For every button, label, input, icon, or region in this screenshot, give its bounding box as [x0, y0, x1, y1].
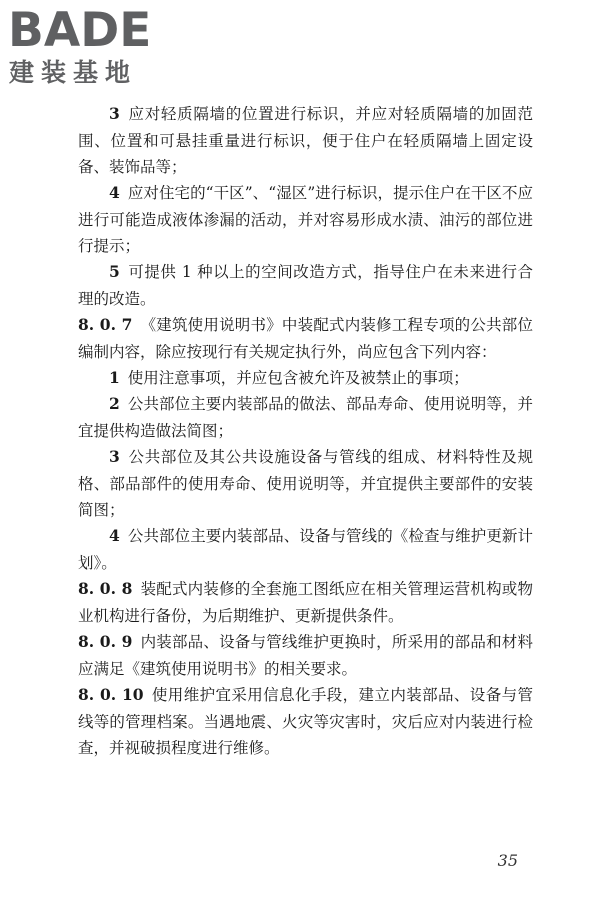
item-text: 应对轻质隔墙的位置进行标识，并应对轻质隔墙的加固范围、位置和可悬挂重量进行标识，便于住户在轻质隔墙上固定设备、装饰品等；	[78, 105, 533, 176]
clause-number: 8. 0. 9	[78, 632, 133, 651]
item-number: 5	[109, 262, 120, 281]
clause-number: 8. 0. 10	[78, 685, 144, 704]
clause-number: 8. 0. 7	[78, 315, 133, 334]
item-3-public-facilities	[78, 444, 533, 524]
clause-text: 装配式内装修的全套施工图纸应在相关管理运营机构或物业机构进行备份，为后期维护、更新提供条件。	[78, 580, 533, 625]
clause-8-0-7	[78, 312, 533, 365]
item-4-maintenance-plan	[78, 523, 533, 576]
item-number: 1	[109, 368, 120, 387]
clause-8-0-8	[78, 576, 533, 629]
item-number: 4	[109, 526, 120, 545]
item-number: 2	[109, 394, 120, 413]
item-text: 公共部位主要内装部品的做法、部品寿命、使用说明等，并宜提供构造做法简图；	[78, 395, 533, 440]
item-number: 3	[109, 104, 120, 123]
page-number: 35	[497, 851, 518, 870]
item-number: 4	[109, 183, 120, 202]
item-1-usage-notes	[78, 365, 533, 392]
clause-8-0-9	[78, 629, 533, 682]
item-text: 可提供 1 种以上的空间改造方式，指导住户在未来进行合理的改造。	[78, 263, 533, 308]
clause-8-0-10	[78, 682, 533, 762]
item-2-public-parts	[78, 391, 533, 444]
clause-text: 内装部品、设备与管线维护更换时，所采用的部品和材料应满足《建筑使用说明书》的相关要求。	[78, 633, 533, 678]
clause-number: 8. 0. 8	[78, 579, 133, 598]
item-text: 公共部位及其公共设施设备与管线的组成、材料特性及规格、部品部件的使用寿命、使用说明等，并宜提供主要部件的安装简图；	[78, 448, 533, 519]
item-4-wet-dry-zone	[78, 180, 533, 260]
item-text: 使用注意事项，并应包含被允许及被禁止的事项；	[127, 369, 469, 387]
item-number: 3	[109, 447, 120, 466]
clause-text: 《建筑使用说明书》中装配式内装修工程专项的公共部位编制内容，除应按现行有关规定执行外，尚应包含下列内容：	[78, 316, 533, 361]
logo-wordmark: BADE	[8, 3, 152, 58]
item-3-partition-marking	[78, 101, 533, 181]
clause-text: 使用维护宜采用信息化手段，建立内装部品、设备与管线等的管理档案。当遇地震、火灾等灾害时，灾后应对内装进行检查，并视破损程度进行维修。	[78, 686, 533, 757]
item-text: 应对住宅的“干区”、“湿区”进行标识，提示住户在干区不应进行可能造成液体渗漏的活动，并对容易形成水渍、油污的部位进行提示；	[78, 184, 533, 255]
logo-subtitle: 建装基地	[9, 58, 138, 87]
item-5-space-renovation	[78, 259, 533, 312]
item-text: 公共部位主要内装部品、设备与管线的《检查与维护更新计划》。	[78, 527, 533, 572]
